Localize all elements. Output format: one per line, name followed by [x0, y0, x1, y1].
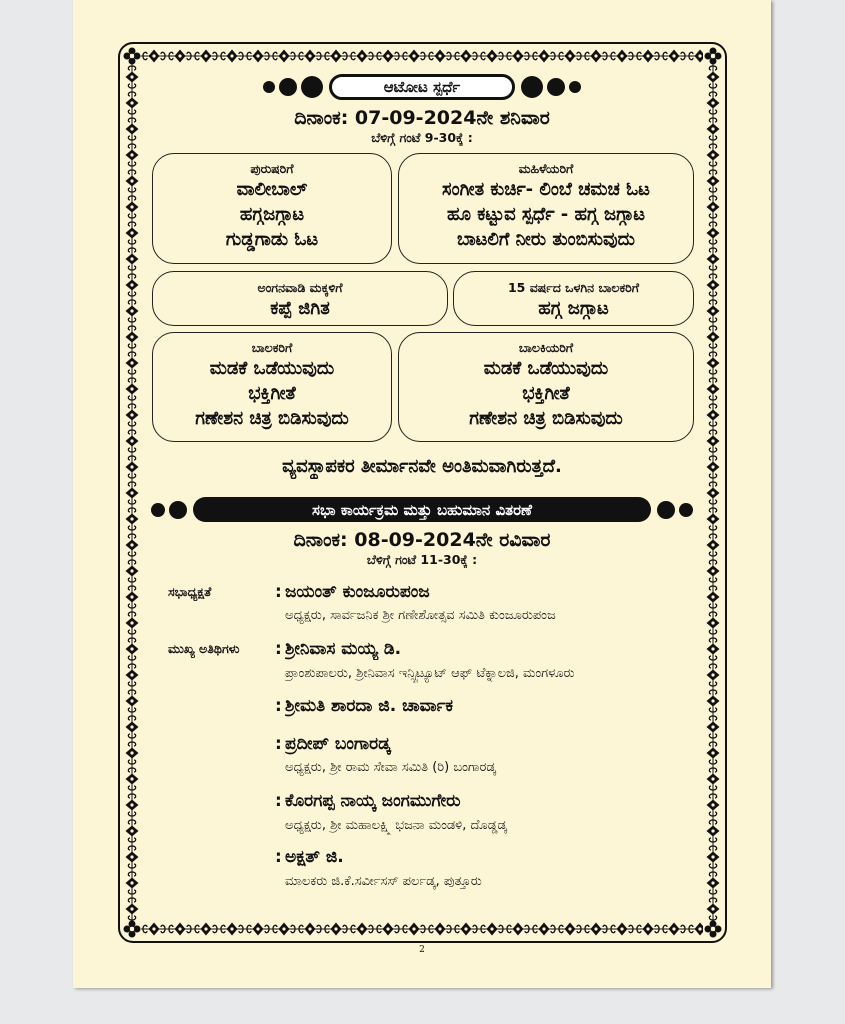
sports-date: ದಿನಾಂಕ: 07-09-2024ನೇ ಶನಿವಾರ — [294, 107, 550, 129]
event-item: ಗಣೇಶನ ಚಿತ್ರ ಬಿಡಿಸುವುದು — [469, 408, 623, 429]
event-item: ಹೂ ಕಟ್ಟುವ ಸ್ಪರ್ಧೆ - ಹಗ್ಗ ಜಗ್ಗಾಟ — [446, 204, 645, 225]
event-item: ಕಪ್ಪೆ ಜಿಗಿತ — [270, 298, 330, 319]
separator-colon: : — [275, 847, 282, 867]
category-heading: ಮಹಿಳೆಯರಿಗೆ — [518, 161, 574, 176]
person-designation: ಅಧ್ಯಕ್ಷರು, ಶ್ರೀ ಮಹಾಲಕ್ಷ್ಮಿ ಭಜನಾ ಮಂಡಳಿ, ದೊಡ್ಡಡ್ಕ — [285, 818, 507, 833]
banner-dot — [301, 76, 323, 98]
event-item: ಗಣೇಶನ ಚಿತ್ರ ಬಿಡಿಸುವುದು — [195, 408, 349, 429]
ceremony-banner-title: ಸಭಾ ಕಾರ್ಯಕ್ರಮ ಮತ್ತು ಬಹುಮಾನ ವಿತರಣೆ — [193, 497, 651, 522]
event-item: ಮಡಕೆ ಒಡೆಯುವುದು — [209, 358, 335, 379]
bottom-ornament-row — [141, 921, 703, 937]
role-label-presiding: ಸಭಾಧ್ಯಕ್ಷತೆ — [168, 584, 212, 599]
person-designation: ಪ್ರಾಂಶುಪಾಲರು, ಶ್ರೀನಿವಾಸ ಇನ್ಸ್ಟಿಟ್ಯೂಟ್ ಆಫ್ ಟೆಕ್ನಾಲಜಿ, ಮಂಗಳೂರು — [285, 666, 575, 681]
separator-colon: : — [275, 582, 282, 602]
sports-banner-title: ಆಟೋಟ ಸ್ಪರ್ಧೆ — [329, 74, 515, 100]
event-item: ಭಕ್ತಿಗೀತೆ — [248, 383, 296, 404]
category-box-boys-under-15 — [453, 271, 694, 326]
person-name: ಪ್ರದೀಪ್ ಬಂಗಾರಡ್ಕ — [285, 734, 391, 754]
banner-dot — [547, 78, 565, 96]
separator-colon: : — [275, 791, 282, 811]
category-heading: ಅಂಗನವಾಡಿ ಮಕ್ಕಳಿಗೆ — [257, 280, 343, 295]
banner-dot — [569, 81, 581, 93]
category-box-boys — [152, 332, 392, 442]
person-designation: ಅಧ್ಯಕ್ಷರು, ಶ್ರೀ ರಾಮ ಸೇವಾ ಸಮಿತಿ (ರಿ) ಬಂಗಾರಡ್ಕ — [285, 760, 496, 775]
event-item: ಹಗ್ಗಜಗ್ಗಾಟ — [239, 204, 305, 225]
banner-dot — [521, 76, 543, 98]
person-name: ಜಯಂತ್ ಕುಂಜೂರುಪಂಜ — [285, 582, 430, 602]
document-page — [73, 0, 771, 988]
event-item: ಸಂಗೀತ ಕುರ್ಚಿ- ಲಿಂಬೆ ಚಮಚ ಓಟ — [442, 179, 650, 200]
sports-time: ಬೆಳಿಗ್ಗೆ ಗಂಟೆ 9-30ಕ್ಕೆ : — [371, 130, 473, 145]
category-heading: ಬಾಲಕರಿಗೆ — [251, 340, 293, 355]
category-box-men — [152, 153, 392, 264]
ceremony-date: ದಿನಾಂಕ: 08-09-2024ನೇ ರವಿವಾರ — [293, 529, 551, 551]
person-name: ಅಕ್ಷತ್ ಜಿ. — [285, 847, 344, 867]
person-name: ಕೊರಗಪ್ಪ ನಾಯ್ಕ ಜಂಗಮುಗೇರು — [285, 791, 461, 811]
event-item: ಬಾಟಲಿಗೆ ನೀರು ತುಂಬಿಸುವುದು — [457, 229, 635, 250]
organizers-decision-note: ವ್ಯವಸ್ಥಾಪಕರ ತೀರ್ಮಾನವೇ ಅಂತಿಮವಾಗಿರುತ್ತದೆ. — [282, 456, 562, 477]
banner-dot — [169, 501, 187, 519]
corner-ornament-bottom-right — [705, 921, 722, 938]
banner-dot — [279, 78, 297, 96]
category-box-women — [398, 153, 694, 264]
category-heading: ಪುರುಷರಿಗೆ — [250, 161, 294, 176]
corner-ornament-top-right — [705, 48, 722, 65]
separator-colon: : — [275, 734, 282, 754]
separator-colon: : — [275, 639, 282, 659]
event-item: ಮಡಕೆ ಒಡೆಯುವುದು — [483, 358, 609, 379]
role-label-chief-guests: ಮುಖ್ಯ ಅತಿಥಿಗಳು — [168, 641, 240, 656]
category-heading: ಬಾಲಕಿಯರಿಗೆ — [518, 340, 574, 355]
category-box-girls — [398, 332, 694, 442]
left-ornament-column — [124, 64, 140, 921]
banner-dot — [151, 503, 165, 517]
person-designation: ಮಾಲಕರು ಜಿ.ಕೆ.ಸರ್ವೀಸಸ್ ಪರ್ಲಡ್ಕ, ಪುತ್ತೂರು — [285, 874, 482, 889]
banner-dot — [679, 503, 693, 517]
top-ornament-row — [141, 48, 703, 64]
person-designation: ಅಧ್ಯಕ್ಷರು, ಸಾರ್ವಜನಿಕ ಶ್ರೀ ಗಣೇಶೋತ್ಸವ ಸಮಿತಿ ಕುಂಜೂರುಪಂಜ — [285, 608, 556, 623]
event-item: ವಾಲೀಬಾಲ್ — [236, 179, 308, 200]
person-name: ಶ್ರೀಮತಿ ಶಾರದಾ ಜಿ. ಚಾರ್ವಾಕ — [285, 696, 454, 716]
event-item: ಭಕ್ತಿಗೀತೆ — [522, 383, 570, 404]
separator-colon: : — [275, 696, 282, 716]
banner-dot — [657, 501, 675, 519]
right-ornament-column — [705, 64, 721, 921]
event-item: ಹಗ್ಗ ಜಗ್ಗಾಟ — [538, 298, 609, 319]
sports-banner — [73, 74, 771, 100]
ceremony-banner — [73, 497, 771, 522]
category-heading: 15 ವರ್ಷದ ಒಳಗಿನ ಬಾಲಕರಿಗೆ — [507, 280, 640, 295]
ceremony-time: ಬೆಳಿಗ್ಗೆ ಗಂಟೆ 11-30ಕ್ಕೆ : — [366, 552, 478, 567]
event-item: ಗುಡ್ಡಗಾಡು ಓಟ — [225, 229, 319, 250]
ornamental-border — [73, 0, 771, 988]
corner-ornament-top-left — [124, 48, 141, 65]
page-number: 2 — [419, 945, 425, 955]
banner-dot — [263, 81, 275, 93]
person-name: ಶ್ರೀನಿವಾಸ ಮಯ್ಯ ಡಿ. — [285, 639, 402, 659]
corner-ornament-bottom-left — [124, 921, 141, 938]
category-box-anganwadi-children — [152, 271, 448, 326]
